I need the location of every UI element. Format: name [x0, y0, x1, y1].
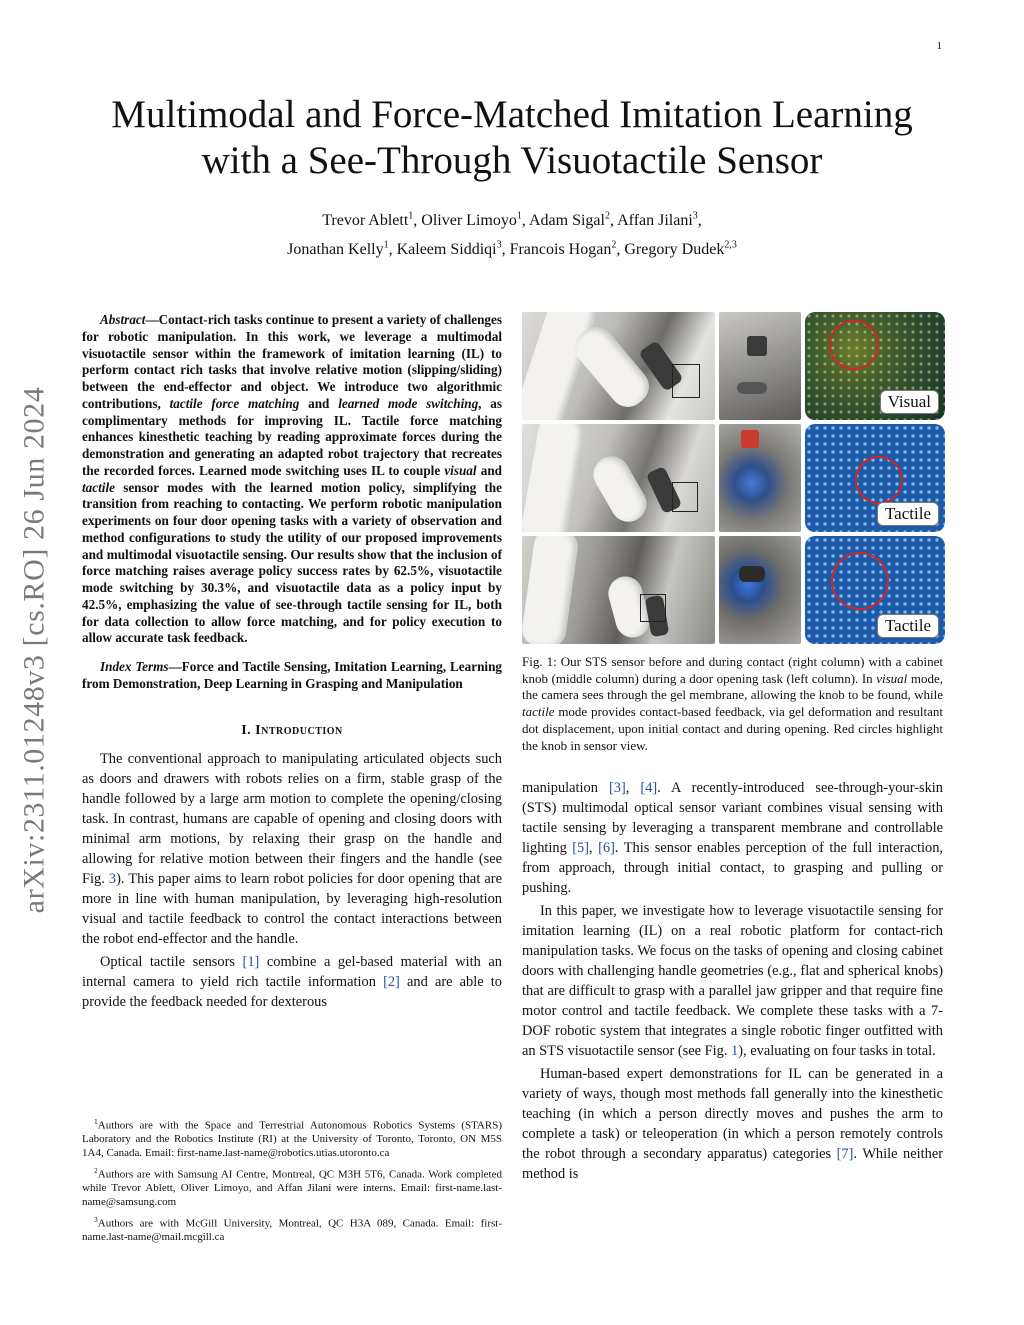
- citation-link[interactable]: [5]: [572, 840, 590, 857]
- author: Oliver Limoyo$^1$,: [421, 211, 529, 230]
- arxiv-stamp: [8, 350, 60, 950]
- author: Trevor Ablett$^1$,: [322, 211, 422, 230]
- knob-closeup-photo: [719, 536, 801, 644]
- paragraph: manipulation [3], [4]. A recently-introduced see-through-your-skin (STS) multimodal optical sensor variant combines visual sensing with tactile sensing by leveraging a transparent membrane and controllable lighting [5], [6]. This sensor enables perception of the full interaction, from approach, through initial contact, to grasping and pulling or pushing.: [522, 780, 943, 897]
- sensor-view-tactile: [805, 536, 945, 644]
- paper-title: [60, 92, 964, 184]
- page-number: 1: [936, 40, 942, 52]
- paragraph: Optical tactile sensors [1] combine a gel-based material with an internal camera to yield rich tactile information [2] and are able to provide the feedback needed for dexterous: [82, 953, 502, 1010]
- citation-link[interactable]: [4]: [640, 780, 658, 797]
- figure-ref-link[interactable]: 1: [731, 1043, 739, 1060]
- robot-photo: [522, 536, 715, 644]
- sensor-view-visual: [805, 312, 945, 420]
- figure-ref-link[interactable]: 3: [108, 870, 117, 887]
- left-column: [82, 312, 502, 1015]
- footnote: $^1$Authors are with the Space and Terrestrial Autonomous Robotics Systems (STARS) Laboratory and the Robotics Institute (RI) at the University of Toronto, Toronto, ON M5S 1A4, Canada. Email: first-name.last-name@robotics.utias.utoronto.ca: [82, 1117, 502, 1160]
- arxiv-id: arXiv:2311.01248v3 [cs.RO] 26 Jun 2024: [17, 386, 50, 914]
- citation-link[interactable]: [1]: [242, 953, 260, 970]
- author: Adam Sigal$^2$,: [528, 211, 618, 230]
- author: Francois Hogan$^2$,: [509, 239, 625, 258]
- footnote: $^3$Authors are with McGill University, Montreal, QC H3A 089, Canada. Email: first-name.last-name@mail.mcgill.ca: [82, 1214, 502, 1243]
- author: Affan Jilani$^3$,: [617, 211, 702, 230]
- introduction-body: [82, 749, 502, 1012]
- author: Kaleem Siddiqi$^3$,: [396, 239, 510, 258]
- paragraph: In this paper, we investigate how to leverage visuotactile sensing for imitation learning (IL) on a real robotic platform for contact-rich manipulation tasks. We focus on the tasks of opening and closing cabinet doors with challenging handle geometries (e.g., flat and spherical knobs) that are difficult to grasp with a parallel jaw gripper and that require fine motor control and tactile feedback. We complete these tasks with a 7-DOF robotic system that integrates a single robotic finger outfitted with an STS visuotactile sensor (see Fig. 1), evaluating on four tasks in total.: [522, 903, 943, 1060]
- paragraph: Human-based expert demonstrations for IL can be generated in a variety of ways, though most methods fall generally into the kinesthetic teaching (in which a person directly moves and pushes the arm to complete a task) or teleoperation (in which a person remotely controls the robot through a secondary apparatus) categories [7]. While neither method is: [522, 1066, 943, 1183]
- footnotes: [82, 1114, 502, 1248]
- robot-photo: [522, 424, 715, 532]
- figure-caption: Fig. 1: Our STS sensor before and during contact (right column) with a cabinet knob (middle column) during a door opening task (left column). In visual mode, the camera sees through the gel membrane, allowing the knob to be found, while tactile mode provides contact-based feedback, via gel deformation and resultant dot displacement, upon initial contact and during opening. Red circles highlight the knob in sensor view.: [522, 654, 943, 753]
- mode-label-visual: Visual: [880, 390, 939, 414]
- knob-closeup-photo: [719, 312, 801, 420]
- robot-photo: [522, 312, 715, 420]
- knob-closeup-photo: [719, 424, 801, 532]
- citation-link[interactable]: [3]: [608, 780, 626, 797]
- figure-1: [522, 312, 943, 644]
- mode-label-tactile: Tactile: [877, 614, 939, 638]
- author: Gregory Dudek$^{2,3}$: [624, 239, 737, 258]
- paragraph: The conventional approach to manipulating articulated objects such as doors and drawers with robots relies on a firm, stable grasp of the handle followed by a large arm motion to complete the opening/closing task. In contrast, humans are capable of opening and closing doors with minimal arm motions, by relaxing their grasp on the handle and allowing for relative motion between their fingers and the handle (see Fig. 3). This paper aims to learn robot policies for door opening that are more in line with human manipulation, by leveraging high-resolution visual and tactile feedback to control the contact interactions between the robot end-effector and the handle.: [82, 750, 502, 947]
- title-line-2: with a See-Through Visuotactile Sensor: [201, 139, 823, 182]
- index-terms: Index Terms—Force and Tactile Sensing, Imitation Learning, Learning from Demonstration, Deep Learning in Grasping and Manipulation: [82, 659, 502, 691]
- abstract: Abstract—Contact-rich tasks continue to present a variety of challenges for robotic manipulation. In this work, we leverage a multimodal visuotactile sensor within the framework of imitation learning (IL) to perform contact rich tasks that involve relative motion (slipping/sliding) between the end-effector and object. We introduce two algorithmic contributions, tactile force matching and learned mode switching, as complimentary methods for improving IL. Tactile force matching enhances kinesthetic teaching by reading approximate forces during the demonstration and generating an adapted robot trajectory that recreates the recorded forces. Learned mode switching uses IL to couple visual and tactile sensor modes with the learned motion policy, simplifying the transition from reaching to contacting. We perform robotic manipulation experiments on four door opening tasks with a variety of observation and method configurations to study the utility of our proposed improvements and multimodal visuotactile sensing. Our results show that the inclusion of force matching raises average policy success rates by 62.5%, visuotactile mode switching by 30.3%, and visuotactile data as a policy input by 42.5%, emphasizing the value of see-through tactile sensing for IL, both for data collection to allow force matching, and for policy execution to allow accurate task feedback.: [82, 312, 503, 646]
- right-column-body: [522, 778, 943, 1184]
- author: Jonathan Kelly$^1$,: [287, 239, 397, 258]
- author-list: [100, 205, 924, 262]
- citation-link[interactable]: [6]: [598, 840, 615, 857]
- citation-link[interactable]: [7]: [836, 1146, 854, 1163]
- right-column: [522, 312, 943, 1187]
- section-heading-introduction: I. Introduction: [241, 722, 343, 738]
- footnote: $^2$Authors are with Samsung AI Centre, Montreal, QC M3H 5T6, Canada. Work completed while Trevor Ablett, Oliver Limoyo, and Affan Jilani were interns. Email: first-name.last-name@samsung.com: [82, 1165, 502, 1208]
- citation-link[interactable]: [2]: [383, 973, 400, 990]
- sensor-view-tactile: [805, 424, 945, 532]
- mode-label-tactile: Tactile: [877, 502, 939, 526]
- title-line-1: Multimodal and Force-Matched Imitation Learning: [111, 93, 913, 136]
